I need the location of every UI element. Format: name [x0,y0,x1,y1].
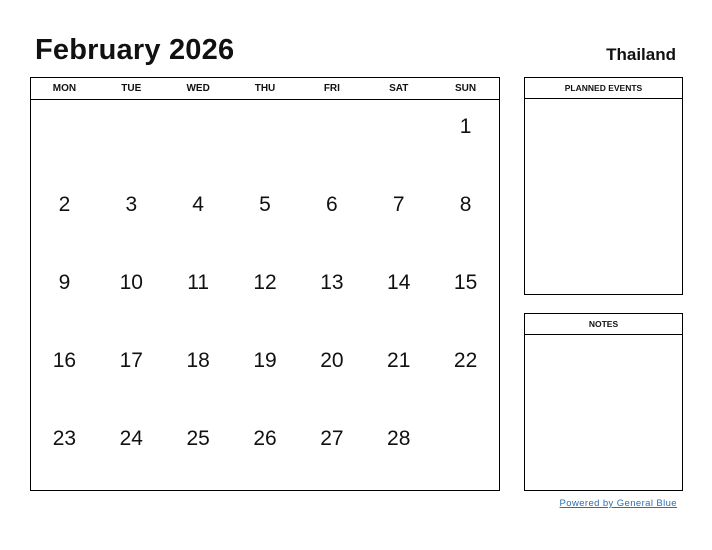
week-row [31,100,499,178]
weekday-sat: SAT [389,83,409,94]
day-cell [31,100,98,178]
week-row [31,334,499,412]
month-title: February 2026 [35,34,235,66]
week-row [31,412,499,490]
weekday-fri: FRI [323,83,340,94]
day-cell: 19 [253,349,277,372]
day-cell: 11 [187,271,210,294]
day-cell: 9 [58,271,71,294]
day-cell: 17 [119,349,143,372]
day-cell: 26 [253,427,277,450]
powered-by-link[interactable]: Powered by General Blue [559,498,677,509]
weekday-mon: MON [52,83,77,94]
day-cell: 7 [392,193,405,216]
day-cell: 28 [387,427,411,450]
day-cell: 13 [320,271,344,294]
day-cell: 8 [459,193,472,216]
day-cell: 21 [387,349,411,372]
day-cell [365,100,432,178]
day-cell: 20 [320,349,344,372]
day-cell [98,100,165,178]
notes-header: NOTES [525,314,682,335]
day-cell: 15 [453,271,478,294]
day-cell: 5 [259,193,271,216]
weekday-thu: THU [254,83,276,94]
planned-events-box [524,77,683,295]
day-cell [165,100,232,178]
day-cell: 25 [186,427,210,450]
weekday-sun: SUN [455,83,477,94]
day-cell [232,100,299,178]
day-cell: 10 [119,271,143,294]
planned-events-header: PLANNED EVENTS [525,78,682,99]
day-cell: 18 [186,349,210,372]
weekday-tue: TUE [121,83,142,94]
week-row [31,256,499,334]
day-cell [298,100,365,178]
weekday-header-row [31,78,499,100]
week-row [31,178,499,256]
calendar-grid [30,77,500,491]
day-cell: 12 [253,271,277,294]
day-cell: 27 [320,427,344,450]
notes-box [524,313,683,491]
day-cell: 4 [192,193,204,216]
day-cell: 3 [125,193,138,216]
day-cell: 22 [453,349,478,372]
day-cell: 6 [326,193,338,216]
day-cell: 23 [52,427,77,450]
day-cell: 16 [52,349,77,372]
weekday-wed: WED [186,83,210,94]
day-cell: 14 [387,271,411,294]
day-cell: 2 [58,193,71,216]
country-label: Thailand [606,45,676,64]
day-cell: 24 [119,427,143,450]
day-cell: 1 [459,115,472,138]
day-cell [432,412,499,490]
